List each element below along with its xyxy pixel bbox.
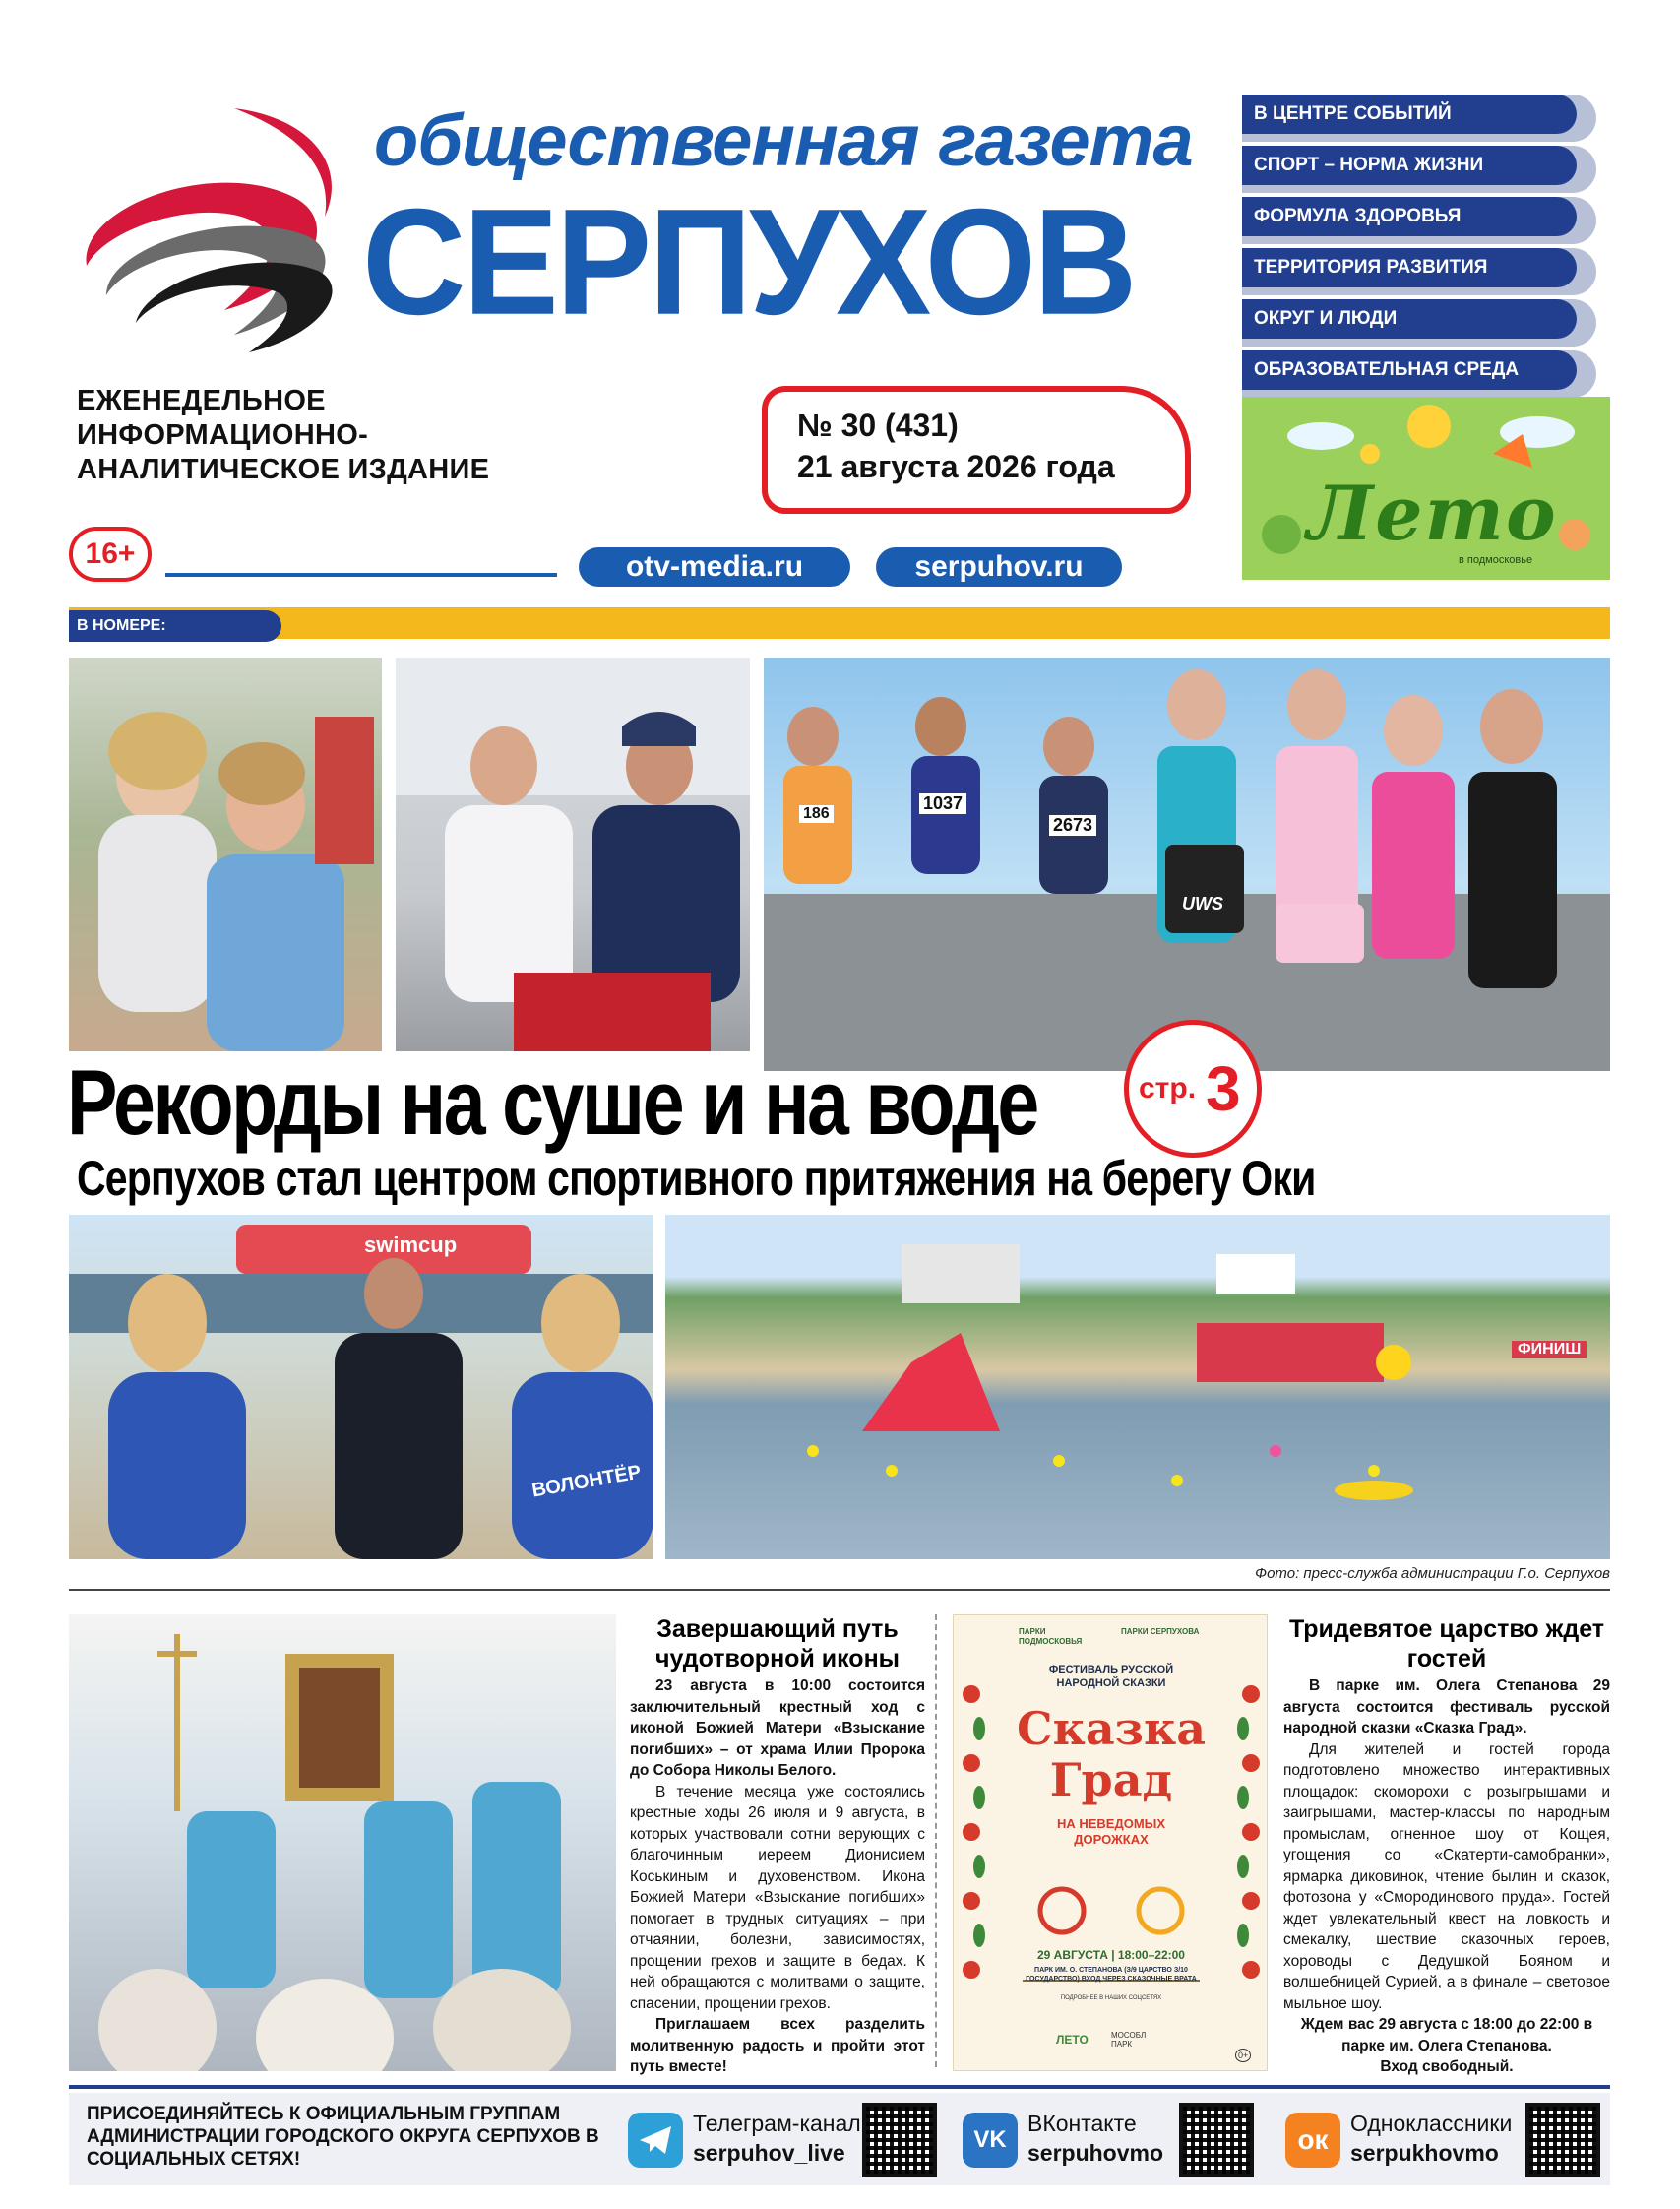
article-fair-title: Тридевятое царство ждет гостей [1288, 1615, 1605, 1673]
vk-name: ВКонтакте [1027, 2111, 1137, 2136]
rubric-item[interactable]: ФОРМУЛА ЗДОРОВЬЯ [1242, 197, 1577, 236]
subtitle-line: ЕЖЕНЕДЕЛЬНОЕ [77, 385, 326, 416]
telegram-icon[interactable] [628, 2113, 683, 2168]
poster-logo-1: ПАРКИ ПОДМОСКОВЬЯ [1019, 1627, 1083, 1646]
issue-number: № 30 (431) [797, 408, 959, 443]
article-paragraph: В течение месяца уже состоялись крестные ходы 26 июля и 9 августа, в которых участвовали сотни верующих с благочинным иереем Дионисием Коськиным и духовенством. Икона Божией Матери «Взыскание погибших» помогает в трудных ситуациях – при отчаянии, болезни, зависимостях, прощении грехов и защите в бедах. К ней обращаются с молитвами о защите, спасении, прощении грехов. [630, 1783, 925, 2012]
column-divider [935, 1614, 937, 2067]
social-invite: ПРИСОЕДИНЯЙТЕСЬ К ОФИЦИАЛЬНЫМ ГРУППАМ АДМИНИСТРАЦИИ ГОРОДСКОГО ОКРУГА СЕРПУХОВ В СОЦИАЛЬНЫХ СЕТЯХ! [87, 2104, 599, 2170]
poster-title-2: Град [1049, 1753, 1173, 1806]
bib-number: 2673 [1049, 815, 1096, 836]
poster-age: 0+ [1235, 2049, 1251, 2062]
photo-runners-winners [764, 658, 1610, 1071]
photo-swimmer-volunteers [69, 1215, 653, 1559]
skazka-grad-poster[interactable] [953, 1614, 1268, 2071]
rubric-item[interactable]: ОКРУГ И ЛЮДИ [1242, 299, 1577, 339]
lead-headline: Рекорды на суше и на воде [67, 1050, 1037, 1154]
photo-mother-child [69, 658, 382, 1051]
swimcup-sign: swimcup [364, 1232, 458, 1257]
article-paragraph: Для жителей и гостей города подготовлено множество интерактивных площадок: скоморохи с розыгрышами и заигрышами, мастер-классы по народным промыслам, огненное шоу от Кощея, угощения со «Скатерти-самобранки», ярмарка диковинок, чтение былин и сказок, фотозона у «Смородинового пруда». Гостей ждет увлекательный квест на ловкость и смекалку, шествие сказочных героев, хороводы с Дедушкой Бояном и волшебницей Сурией, а в финале – световое мыльное шоу. [1283, 1740, 1610, 2012]
leto-banner[interactable] [1242, 397, 1610, 580]
bib-number: 1037 [919, 793, 966, 814]
article-icon-body [630, 1675, 925, 2078]
ok-name: Одноклассники [1350, 2111, 1513, 2136]
masthead-title-main: СЕРПУХОВ [362, 177, 1135, 347]
article-paragraph: Ждем вас 29 августа с 18:00 до 22:00 в парке им. Олега Степанова. [1300, 2016, 1593, 2054]
article-paragraph: В парке им. Олега Степанова 29 августа состоится фестиваль русской народной сказки «Сказка Град». [1283, 1677, 1610, 1736]
poster-festival: ФЕСТИВАЛЬ РУССКОЙ НАРОДНОЙ СКАЗКИ [1048, 1664, 1174, 1689]
rubric-item[interactable]: В ЦЕНТРЕ СОБЫТИЙ [1242, 95, 1577, 134]
poster-footer-2: МОСОБЛ ПАРК [1111, 2031, 1147, 2049]
article-icon-title: Завершающий путь чудотворной иконы [654, 1615, 901, 1673]
photo-river-swim [665, 1215, 1610, 1559]
site-link-otv[interactable]: otv-media.ru [579, 547, 850, 587]
leto-caption: в подмосковье [1459, 554, 1533, 566]
rubric-item[interactable]: ОБРАЗОВАТЕЛЬНАЯ СРЕДА [1242, 350, 1577, 390]
section-divider [69, 1589, 1610, 1591]
article-paragraph: Приглашаем всех разделить молитвенную радость и пройти этот путь вместе! [630, 2016, 925, 2075]
ok-handle[interactable]: serpukhovmo [1350, 2140, 1499, 2166]
poster-more: ПОДРОБНЕЕ В НАШИХ СОЦСЕТЯХ [1060, 1995, 1162, 2001]
site-link-serpuhov[interactable]: serpuhov.ru [876, 547, 1122, 587]
poster-title-1: Сказка [1016, 1702, 1207, 1755]
masthead-rule [165, 573, 557, 577]
lead-subheadline: Серпухов стал центром спортивного притяжения на берегу Оки [77, 1151, 1316, 1206]
rubric-item[interactable]: ТЕРРИТОРИЯ РАЗВИТИЯ [1242, 248, 1577, 287]
poster-logo-2: ПАРКИ СЕРПУХОВА [1121, 1627, 1200, 1636]
in-issue-strip [69, 607, 1610, 639]
poster-datetime: 29 АВГУСТА | 18:00–22:00 [1037, 1948, 1185, 1962]
ok-qr-icon[interactable] [1525, 2103, 1600, 2177]
telegram-name: Телеграм-канал [693, 2111, 861, 2136]
newspaper-logo-icon [67, 98, 352, 354]
leto-word: Лето [1307, 470, 1558, 557]
finish-sign: ФИНИШ [1512, 1341, 1587, 1358]
masthead-subtitle [77, 384, 589, 487]
photo-credit: Фото: пресс-служба администрации Г.о. Серпухов [1255, 1565, 1610, 1582]
social-band [69, 2093, 1610, 2185]
article-paragraph: Вход свободный. [1380, 2058, 1514, 2075]
article-fair-body [1283, 1675, 1610, 2078]
telegram-qr-icon[interactable] [862, 2103, 937, 2177]
issue-date: 21 августа 2026 года [797, 449, 1115, 484]
vk-handle[interactable]: serpuhovmo [1027, 2140, 1164, 2166]
rubric-item[interactable]: СПОРТ – НОРМА ЖИЗНИ [1242, 146, 1577, 185]
subtitle-line: АНАЛИТИЧЕСКОЕ ИЗДАНИЕ [77, 454, 490, 485]
poster-tagline: НА НЕВЕДОМЫХ ДОРОЖКАХ [1056, 1816, 1166, 1847]
page-ref-number: 3 [1206, 1053, 1241, 1124]
vk-icon[interactable]: VK [963, 2113, 1018, 2168]
telegram-handle[interactable]: serpuhov_live [693, 2140, 845, 2166]
vk-qr-icon[interactable] [1179, 2103, 1254, 2177]
poster-footer-1: ЛЕТО [1056, 2033, 1089, 2047]
subtitle-line: ИНФОРМАЦИОННО- [77, 419, 369, 451]
bag-label: UWS [1182, 894, 1223, 914]
volunteer-vest-label: ВОЛОНТЁР [529, 1461, 643, 1502]
photo-procession [69, 1614, 616, 2071]
page-ref-label: стр. [1139, 1072, 1197, 1104]
masthead-title-top: общественная газета [374, 99, 1193, 181]
page-reference[interactable] [1124, 1020, 1262, 1158]
in-issue-label: В НОМЕРЕ: [69, 610, 281, 642]
age-rating-badge: 16+ [69, 527, 152, 582]
social-band-rule [69, 2085, 1610, 2089]
poster-venue: ПАРК ИМ. О. СТЕПАНОВА (З/9 ЦАРСТВО З/10 ГОСУДАРСТВО) ВХОД ЧЕРЕЗ СКАЗОЧНЫЕ ВРАТА [1026, 1967, 1197, 1983]
article-paragraph: 23 августа в 10:00 состоится заключительный крестный ход с иконой Божией Матери «Взыскание погибших» – от храма Илии Пророка до Собора Николы Белого. [630, 1677, 925, 1779]
photo-armwrestling [396, 658, 750, 1051]
odnoklassniki-icon[interactable]: ок [1285, 2113, 1340, 2168]
bib-number: 186 [799, 805, 834, 823]
issue-info-box [762, 386, 1191, 514]
